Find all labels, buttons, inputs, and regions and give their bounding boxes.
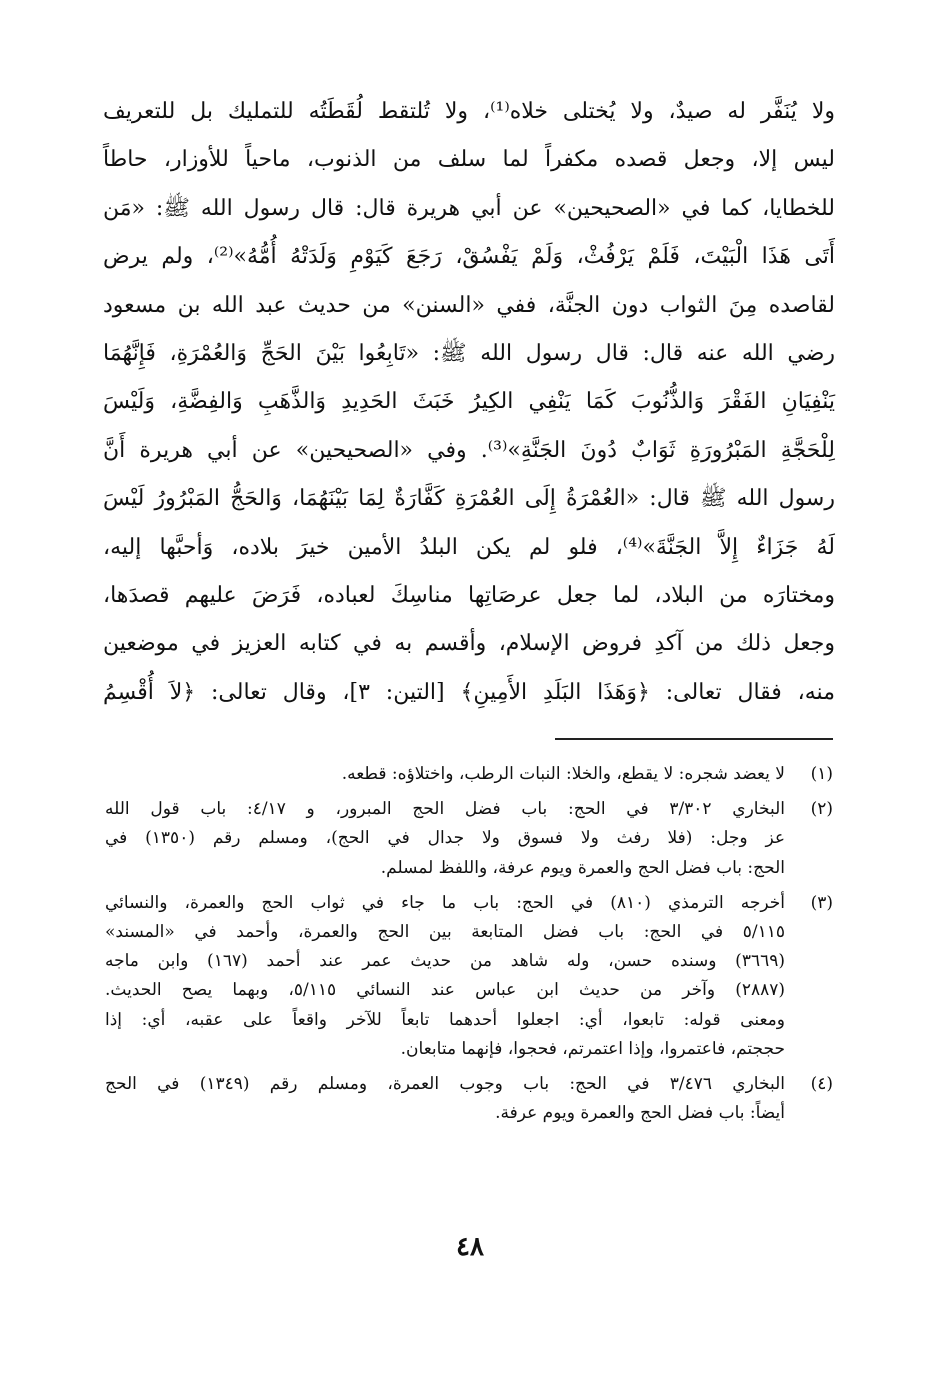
footnote-number: (٣) [810, 892, 833, 913]
footnote-body [105, 760, 785, 789]
footnote-number: (٤) [810, 1073, 833, 1094]
footnote-line: ٥/١١٥ في الحج: باب فضل المتابعة بين الحج والعمرة، وأحمد في «المسند» [105, 921, 785, 942]
text-line: وجعل ذلك من آكدِ فروض الإسلام، وأقسم به في كتابه العزيز في موضعين [103, 631, 835, 657]
text-line: يَنْفِيَانِ الفَقْرَ وَالذُّنُوبَ كَمَا يَنْفِي الكِيرُ خَبَثَ الحَدِيدِ وَالذَّهَبِ وَالفِضَّةِ، وَلَيْسَ [103, 389, 835, 415]
footnote-3 [105, 889, 835, 1064]
text-line: للخطايا، كما في «الصحيحين» عن أبي هريرة قال: قال رسول الله ﷺ: «مَن [103, 195, 835, 221]
footnote-line: (٢٨٨٧) وآخر من حديث ابن عباس عند النسائي ٥/١١٥، وبهما يصح الحديث. [105, 980, 786, 1001]
footnote-line: أخرجه الترمذي (٨١٠) في الحج: باب ما جاء في ثواب الحج والعمرة، والنسائي [105, 892, 785, 913]
main-text [103, 88, 835, 717]
footnote-separator [555, 738, 833, 740]
footnote-line: أيضاً: باب فضل الحج والعمرة ويوم عرفة. [495, 1103, 785, 1124]
footnote-body [105, 889, 785, 1064]
footnote-line: البخاري ٣/٤٧٦ في الحج: باب وجوب العمرة، ومسلم رقم (١٣٤٩) في الحج [105, 1073, 785, 1094]
footnote-4 [105, 1070, 835, 1128]
text-line: منه، فقال تعالى: ﴿وَهَذَا البَلَدِ الأَمِينِ﴾ [التين: ٣]، وقال تعالى: ﴿لاَ أُقْسِمُ [103, 679, 835, 705]
text-line: لِلْحَجَّةِ المَبْرُورَةِ ثَوَابٌ دُونَ الجَنَّةِ»⁽³⁾. وفي «الصحيحين» عن أبي هريرة أَنَّ [103, 437, 835, 463]
footnote-body [105, 1070, 785, 1128]
page-number: ٤٨ [456, 1232, 484, 1262]
text-line: لَهُ جَزَاءٌ إِلاَّ الجَنَّةَ»⁽⁴⁾، فلو لم يكن البلدُ الأمين خيرَ بلاده، وَأحبَّها إليه، [103, 534, 835, 560]
text-line: رسول الله ﷺ قال: «العُمْرَةُ إِلَى العُمْرَةِ كَفَّارَةٌ لِمَا بَيْنَهُمَا، وَالحَجُّ المَبْرُورُ لَيْسَ [103, 486, 835, 512]
footnote-line: حججتم، فاعتمروا، وإذا اعتمرتم، فحجوا، فإنهما متابعان. [400, 1038, 785, 1059]
footnote-line: عز وجل: (فلا رفث ولا فسوق ولا جدال في الحج)، ومسلم رقم (١٣٥٠) في [105, 828, 785, 849]
footnotes [105, 760, 835, 1134]
footnote-number: (٢) [810, 799, 833, 820]
text-line: أَتَى هَذَا الْبَيْتَ، فَلَمْ يَرْفُثْ، وَلَمْ يَفْسُقْ، رَجَعَ كَيَوْمِ وَلَدَتْهُ أُمُّهُ»⁽²⁾، ولم يرض [103, 244, 835, 270]
footnote-line: ومعنى قوله: تابعوا، أي: اجعلوا أحدهما تابعاً للآخر واقعاً على عقبه، أي: إذا [105, 1009, 785, 1030]
footnote-1 [105, 760, 835, 789]
text-line: ليس إلا، وجعل قصده مكفراً لما سلف من الذنوب، ماحياً للأوزار، حاطاً [103, 147, 835, 173]
footnote-line: البخاري ٣/٣٠٢ في الحج: باب فضل الحج المبرور، و ٤/١٧: باب قول الله [105, 799, 785, 820]
footnote-line: الحج: باب فضل الحج والعمرة ويوم عرفة، واللفظ لمسلم. [380, 857, 785, 878]
footnote-number: (١) [810, 764, 833, 784]
footnote-line: (٣٦٦٩) وسنده حسن، وله شاهد من حديث عمر عند أحمد (١٦٧) وابن ماجه [105, 951, 785, 972]
text-line: ومختارَه من البلاد، لما جعل عرصَاتِها مناسِكَ لعباده، فَرَضَ عليهم قصدَها، [103, 582, 835, 608]
footnote-2 [105, 795, 835, 883]
text-line: ولا يُنَفَّر له صيدٌ، ولا يُختلى خلاه⁽¹⁾، ولا تُلتقط لُقَطَتُه للتمليك بل للتعريف [103, 99, 835, 124]
text-line: رضي الله عنه قال: قال رسول الله ﷺ: «تَابِعُوا بَيْنَ الحَجِّ وَالعُمْرَةِ، فَإِنَّهُمَا [103, 340, 835, 366]
footnote-line: لا يعضد شجره: لا يقطع، والخلا: النبات الرطب، واختلاؤه: قطعه. [341, 764, 785, 784]
text-line: لقاصده مِنَ الثواب دون الجنَّة، ففي «السنن» من حديث عبد الله بن مسعود [103, 292, 835, 318]
footnote-body [105, 795, 785, 883]
